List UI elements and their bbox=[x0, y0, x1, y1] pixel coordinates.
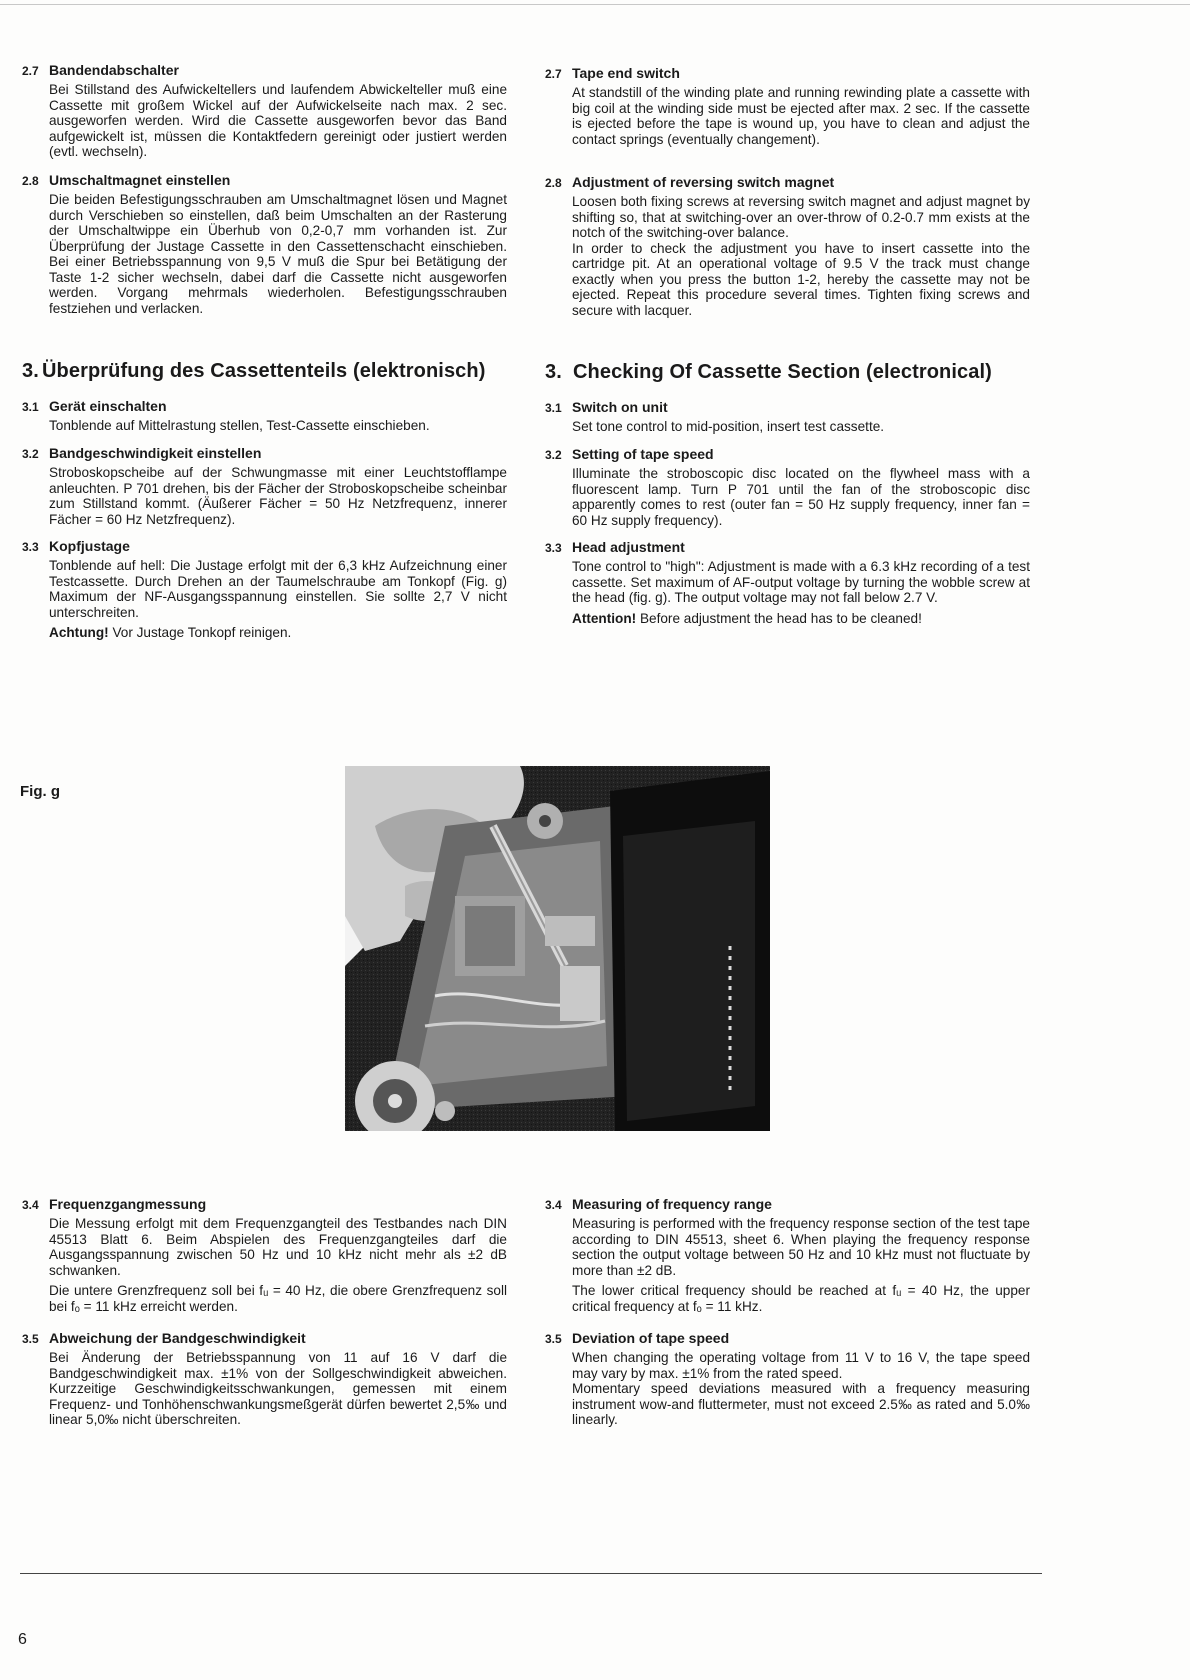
section-number: 3.3 bbox=[545, 541, 562, 555]
note-text: Before adjustment the head has to be cleaned! bbox=[639, 610, 922, 626]
figure-label: Fig. g bbox=[20, 783, 60, 800]
section-text: Measuring is performed with the frequency response section of the test tape according to DIN 45513, sheet 6. When playing the frequency response section the output voltage between 50 Hz and 10 kHz must not fluctuate by more than ±2 dB. bbox=[572, 1216, 1030, 1278]
section-text: Die beiden Befestigungsschrauben am Umschaltmagnet lösen und Magnet durch Verschieben so einstellen, daß beim Umschalten an der Rasterung der Umschaltwippe ein Überhub von 0,2-0,7 mm vorhanden ist. Zur Überprüfung der Justage Cassette in den Cassettenschacht einschieben. Bei einer Betriebsspannung von 9,5 V muß die Spur bei Betätigung der Taste 1-2 sicher wechseln, dabei darf die Cassette nicht ausgeworfen werden. Vorgang mehrmals wiederholen. Befestigungsschrauben festziehen und verlacken. bbox=[49, 192, 507, 316]
chapter-number: 3. bbox=[545, 361, 562, 383]
section-number: 3.3 bbox=[22, 540, 39, 554]
chapter-3-heading-en bbox=[545, 361, 1030, 384]
note-label: Attention! bbox=[572, 610, 637, 626]
section-3-4-de bbox=[22, 1196, 507, 1314]
section-2-8-en bbox=[545, 174, 1030, 318]
section-3-5-en bbox=[545, 1330, 1030, 1428]
section-title: Tape end switch bbox=[572, 65, 680, 81]
section-title: Head adjustment bbox=[572, 539, 685, 555]
section-text: Loosen both fixing screws at reversing switch magnet and adjust magnet by shifting so, that at switching-over an over-throw of 0.2-0.7 mm exists at the notch of the switching-over balance. bbox=[572, 194, 1030, 240]
section-3-2-en bbox=[545, 446, 1030, 528]
section-3-4-en bbox=[545, 1196, 1030, 1314]
section-text: Stroboskopscheibe auf der Schwungmasse mit einer Leuchtstofflampe anleuchten. P 701 drehen, bis der Fächer der Stroboskopscheibe scheinbar zum Stillstand kommt. (Äußerer Fächer = 50 Hz Netzfrequenz, innerer Fächer = 60 Hz Netzfrequenz). bbox=[49, 465, 507, 527]
note-label: Achtung! bbox=[49, 625, 109, 640]
section-2-8-de bbox=[22, 172, 507, 316]
section-title: Measuring of frequency range bbox=[572, 1196, 772, 1212]
section-text: Bei Änderung der Betriebsspannung von 11 auf 16 V darf die Bandgeschwindigkeit max. ±1% von der Sollgeschwindigkeit abweichen. Kurzzeitige Geschwindigkeitsschwankungen, gemessen mit einem Frequenz- und Tonhöhenschwankungsmeßgerät dürfen bewertet 2,5‰ und linear 5,0‰ nicht überschreiten. bbox=[49, 1350, 507, 1427]
chapter-number: 3. bbox=[22, 360, 39, 382]
section-number: 3.2 bbox=[545, 448, 562, 462]
section-2-7-en bbox=[545, 65, 1030, 147]
section-3-3-en bbox=[545, 539, 1030, 626]
section-number: 3.4 bbox=[22, 1198, 39, 1212]
bottom-rule bbox=[20, 1573, 1042, 1574]
section-number: 2.7 bbox=[545, 67, 562, 81]
section-text: Bei Stillstand des Aufwickeltellers und laufendem Abwickelteller muß eine Cassette mit großem Wickel auf der Aufwickelseite nach max. 2 sec. ausgeworfen werden. Wird die Cassette ausgeworfen bevor das Band aufgewickelt ist, müssen die Kontaktfedern gereinigt oder justiert werden (evtl. wechseln). bbox=[49, 82, 507, 159]
chapter-title: Überprüfung des Cassettenteils (elektronisch) bbox=[42, 360, 486, 382]
section-text: Set tone control to mid-position, insert test cassette. bbox=[572, 419, 885, 434]
section-title: Kopfjustage bbox=[49, 538, 130, 554]
section-number: 2.7 bbox=[22, 64, 39, 78]
cassette-mechanism-illustration bbox=[345, 766, 770, 1131]
page-number: 6 bbox=[18, 1631, 27, 1648]
section-text: When changing the operating voltage from 11 V to 16 V, the tape speed may vary by max. ±1% from the rated speed. bbox=[572, 1350, 1030, 1381]
section-number: 3.2 bbox=[22, 447, 39, 461]
section-text: The lower critical frequency should be reached at fᵤ = 40 Hz, the upper critical frequency at fₒ = 11 kHz. bbox=[572, 1283, 1030, 1314]
section-text: At standstill of the winding plate and running rewinding plate a cassette with big coil at the winding side must be ejected after max. 2 sec. If the cassette is ejected before the tape is wound up, you have to clean and adjust the contact springs (eventually changement). bbox=[572, 85, 1030, 147]
section-title: Switch on unit bbox=[572, 399, 668, 415]
note bbox=[49, 625, 507, 641]
section-2-7-de bbox=[22, 62, 507, 160]
chapter-3-heading-de bbox=[22, 360, 507, 383]
section-title: Frequenzgangmessung bbox=[49, 1196, 207, 1212]
section-number: 2.8 bbox=[22, 174, 39, 188]
note-text: Vor Justage Tonkopf reinigen. bbox=[112, 625, 292, 640]
note bbox=[572, 611, 1030, 627]
section-number: 3.4 bbox=[545, 1198, 562, 1212]
section-number: 2.8 bbox=[545, 176, 562, 190]
section-number: 3.5 bbox=[22, 1332, 39, 1346]
section-number: 3.1 bbox=[22, 400, 39, 414]
section-text: Die Messung erfolgt mit dem Frequenzgangteil des Testbandes nach DIN 45513 Blatt 6. Beim Abspielen des Frequenzgangteiles darf die Ausgangsspannung zwischen 50 Hz und 10 kHz nicht mehr als ±2 dB schwanken. bbox=[49, 1216, 507, 1278]
section-number: 3.1 bbox=[545, 401, 562, 415]
figure-photo bbox=[345, 766, 770, 1131]
section-title: Gerät einschalten bbox=[49, 398, 167, 414]
section-title: Bandendabschalter bbox=[49, 62, 179, 78]
section-text: In order to check the adjustment you have to insert cassette into the cartridge pit. At an operational voltage of 9.5 V the track must change exactly when you press the button 1-2, hereby the cassette may not be ejected. Repeat this procedure several times. Tighten fixing screws and secure with lacquer. bbox=[572, 240, 1030, 318]
top-rule bbox=[0, 4, 1190, 5]
section-3-2-de bbox=[22, 445, 507, 527]
section-3-5-de bbox=[22, 1330, 507, 1428]
chapter-title: Checking Of Cassette Section (electronical) bbox=[573, 361, 992, 383]
section-title: Abweichung der Bandgeschwindigkeit bbox=[49, 1330, 306, 1346]
section-title: Adjustment of reversing switch magnet bbox=[572, 174, 835, 190]
section-title: Setting of tape speed bbox=[572, 446, 714, 462]
section-text: Tonblende auf hell: Die Justage erfolgt mit der 6,3 kHz Aufzeichnung einer Testcassette. Durch Drehen an der Taumelschraube am Tonkopf (Fig. g) Maximum der NF-Ausgangsspannung einstellen. Sie sollte 2,7 V nicht unterschreiten. bbox=[49, 558, 507, 620]
section-title: Bandgeschwindigkeit einstellen bbox=[49, 445, 262, 461]
section-text: Tonblende auf Mittelrastung stellen, Test-Cassette einschieben. bbox=[49, 418, 430, 433]
section-text: Momentary speed deviations measured with a frequency measuring instrument wow-and fluttermeter, must not exceed 2.5‰ as rated and 5.0‰ linearly. bbox=[572, 1381, 1030, 1427]
section-title: Deviation of tape speed bbox=[572, 1330, 730, 1346]
section-3-1-de bbox=[22, 398, 507, 434]
section-text: Die untere Grenzfrequenz soll bei fᵤ = 40 Hz, die obere Grenzfrequenz soll bei fₒ = 11 kHz erreicht werden. bbox=[49, 1283, 507, 1314]
section-title: Umschaltmagnet einstellen bbox=[49, 172, 231, 188]
section-3-3-de bbox=[22, 538, 507, 641]
section-text: Illuminate the stroboscopic disc located on the flywheel mass with a fluorescent lamp. Turn P 701 until the fan of the stroboscopic disc apparently comes to rest (outer fan = 50 Hz supply frequency, inner fan = 60 Hz supply frequency). bbox=[572, 466, 1030, 528]
section-text: Tone control to "high": Adjustment is made with a 6.3 kHz recording of a test cassette. Set maximum of AF-output voltage by turning the wobble screw at the head (fig. g). The output voltage may not fall below 2.7 V. bbox=[572, 559, 1030, 605]
section-3-1-en bbox=[545, 399, 1030, 435]
section-number: 3.5 bbox=[545, 1332, 562, 1346]
